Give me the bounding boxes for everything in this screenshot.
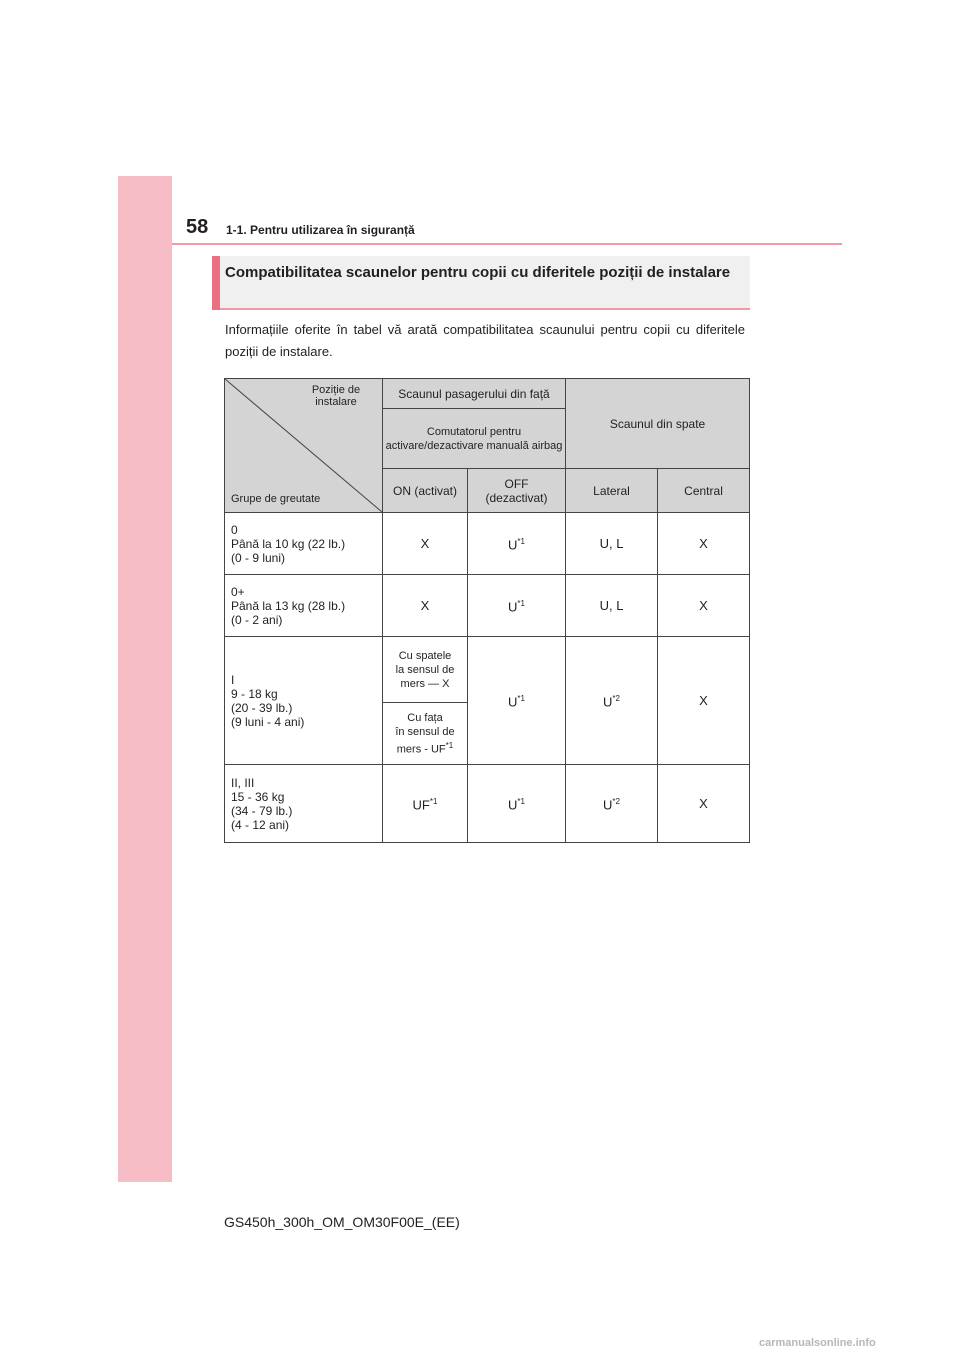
lateral-header: Lateral: [566, 469, 658, 513]
group-label: [225, 575, 383, 637]
header-rule: [172, 243, 842, 245]
group-age: (0 - 9 luni): [231, 550, 286, 565]
central-cell: X: [658, 765, 750, 843]
group-name: 0+: [231, 584, 245, 599]
table-row: [225, 513, 750, 575]
lateral-cell: U, L: [566, 513, 658, 575]
group-label: [225, 637, 383, 765]
page-number: 58: [186, 216, 209, 238]
on-cell: [383, 765, 468, 843]
group-name: 0: [231, 522, 238, 537]
on-text-line: în sensul de: [395, 725, 455, 738]
compatibility-table: [224, 378, 750, 843]
on-cell-rear-facing: [383, 637, 468, 703]
group-weight: 9 - 18 kg: [231, 686, 278, 701]
off-cell: [468, 637, 566, 765]
on-cell-forward-facing: [383, 703, 468, 765]
on-cell: X: [383, 575, 468, 637]
airbag-switch-header: Comutatorul pentru activare/dezactivare manuală airbag: [383, 409, 566, 469]
site-watermark[interactable]: carmanualsonline.info: [759, 1337, 876, 1349]
side-color-band: [118, 176, 172, 1182]
off-value: U: [508, 537, 518, 553]
footnote-mark: *1: [517, 536, 525, 546]
lateral-cell: [566, 765, 658, 843]
footnote-mark: *1: [517, 796, 525, 806]
lateral-cell: [566, 637, 658, 765]
off-cell: [468, 765, 566, 843]
group-age: (9 luni - 4 ani): [231, 714, 305, 729]
on-text-line: mers — X: [400, 677, 450, 690]
footnote-mark: *1: [517, 693, 525, 703]
lateral-value: U: [603, 797, 613, 813]
central-header: Central: [658, 469, 750, 513]
group-weight-lb: (20 - 39 lb.): [231, 700, 293, 715]
group-name: I: [231, 672, 235, 687]
on-text-line: Cu fața: [407, 711, 443, 724]
on-cell: X: [383, 513, 468, 575]
on-text-line: la sensul de: [395, 663, 455, 676]
group-weight-lb: (34 - 79 lb.): [231, 803, 293, 818]
group-label: [225, 513, 383, 575]
lateral-value: U: [603, 694, 613, 710]
on-text-line: [383, 739, 467, 757]
table-row: [225, 637, 750, 703]
footnote-mark: *1: [429, 796, 438, 806]
off-value: U: [508, 797, 518, 813]
corner-position-label: Poziție de instalare: [311, 384, 361, 408]
footnote-mark: *2: [612, 796, 620, 806]
on-text-line: Cu spatele: [398, 649, 452, 662]
footnote-mark: *2: [612, 693, 620, 703]
group-age: (0 - 2 ani): [231, 612, 283, 627]
document-code-footer: GS450h_300h_OM_OM30F00E_(EE): [224, 1214, 460, 1230]
off-value: U: [508, 694, 518, 710]
off-label: OFF: [504, 476, 529, 491]
intro-paragraph: Informațiile oferite în tabel vă arată compatibilitatea scaunului pentru copii cu diferitele poziții de instalare.: [225, 322, 745, 359]
table-row: [225, 575, 750, 637]
off-cell: [468, 575, 566, 637]
on-value: UF: [412, 797, 430, 813]
on-header: ON (activat): [383, 469, 468, 513]
off-cell: [468, 513, 566, 575]
table-corner-cell: [225, 379, 383, 513]
rear-seat-header: Scaunul din spate: [566, 379, 750, 469]
central-cell: X: [658, 637, 750, 765]
group-weight: Până la 13 kg (28 lb.): [231, 598, 346, 613]
off-header: [468, 469, 566, 513]
group-weight: Până la 10 kg (22 lb.): [231, 536, 346, 551]
section-accent-bar: [212, 256, 220, 310]
central-cell: X: [658, 575, 750, 637]
table-row: [225, 765, 750, 843]
footnote-mark: *1: [445, 740, 454, 750]
group-weight: 15 - 36 kg: [231, 789, 285, 804]
on-value: mers - UF: [396, 743, 446, 756]
lateral-cell: U, L: [566, 575, 658, 637]
section-title: Compatibilitatea scaunelor pentru copii cu diferitele poziții de instalare: [225, 264, 731, 281]
corner-group-label: Grupe de greutate: [231, 493, 321, 505]
front-seat-header: Scaunul pasagerului din față: [383, 379, 566, 409]
central-cell: X: [658, 513, 750, 575]
group-age: (4 - 12 ani): [231, 817, 290, 832]
off-sublabel: (dezactivat): [485, 490, 548, 505]
group-name: II, III: [231, 775, 255, 790]
group-label: [225, 765, 383, 843]
footnote-mark: *1: [517, 598, 525, 608]
section-title-box: [212, 256, 750, 310]
off-value: U: [508, 599, 518, 615]
running-head: 1-1. Pentru utilizarea în siguranță: [226, 223, 415, 237]
